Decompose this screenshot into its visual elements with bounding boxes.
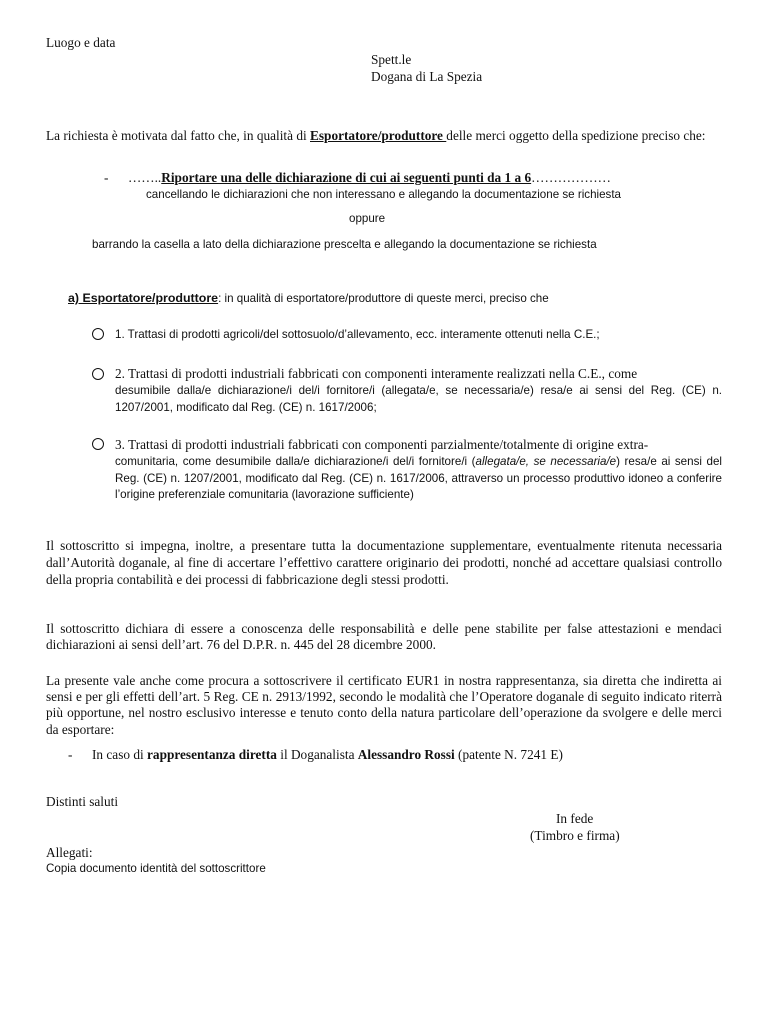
option-2-text: 2. Trattasi di prodotti industriali fabbricati con componenti interamente realizzati nella C.E., come desumibile dalla/e dichiarazione/i del/i fornitore/i (allegata/e, se necessaria/e) resa/e ai sensi del Reg. (CE) n. 1207/2001, modificato dal Reg. (CE) n. 1617/2006; [115, 366, 722, 414]
greetings: Distinti saluti [46, 794, 119, 809]
instruction-line-3: barrando la casella a lato della dichiarazione prescelta e allegando la documentazione se richiesta [92, 238, 597, 251]
place-date: Luogo e data [46, 35, 116, 50]
proxy-paragraph: La presente vale anche come procura a sottoscrivere il certificato EUR1 in nostra rappresentanza, sia diretta che indiretta ai sensi e per gli effetti dell’art. 5 Reg. CE n. 2913/1992, secondo le modalità che l’Operatore doganale di seguito indicato riterrà più opportune, nel nostro esclusivo interesse e tenuto conto della natura particolare dell’operazione da svolgere e delle merci da esportare: [46, 673, 722, 737]
section-a-heading: a) Esportatore/produttore: in qualità di esportatore/produttore di queste merci, preciso che [68, 291, 549, 305]
intro-paragraph: La richiesta è motivata dal fatto che, in qualità di Esportatore/produttore delle merci oggetto della spedizione preciso che: [46, 128, 706, 143]
instruction-line-2: cancellando le dichiarazioni che non interessano e allegando la documentazione se richiesta [146, 188, 622, 201]
recipient-line-1: Spett.le [371, 52, 412, 67]
representation-dash: - [68, 747, 73, 762]
stamp-signature-label: (Timbro e firma) [530, 828, 620, 843]
instruction-oppure: oppure [349, 212, 386, 225]
option-3-text: 3. Trattasi di prodotti industriali fabbricati con componenti parzialmente/totalmente di origine extra- comunitaria, come desumibile dalla/e dichiarazione/i del/i fornitore/i (allegata/e, se necessaria/e) resa/e ai sensi del Reg. (CE) n. 1207/2001, modificato dal Reg. (CE) n. 1617/2006, attraverso un processo produttivo idoneo a conferire l’origine preferenziale comunitaria (lavorazione sufficiente) [115, 437, 722, 502]
option-3-radio[interactable] [92, 438, 104, 450]
intro-role: Esportatore/produttore [310, 128, 447, 143]
option-1-radio[interactable] [92, 328, 104, 340]
option-1-text: 1. Trattasi di prodotti agricoli/del sottosuolo/d’allevamento, ecc. interamente ottenuti nella C.E.; [115, 328, 600, 341]
attachments-label: Allegati: [46, 845, 93, 860]
attachment-item: Copia documento identità del sottoscrittore [46, 862, 266, 875]
instruction-main: ……..Riportare una delle dichiarazione di cui ai seguenti punti da 1 a 6……………… [128, 170, 611, 185]
recipient-line-2: Dogana di La Spezia [371, 69, 483, 84]
representation-line: In caso di rappresentanza diretta il Doganalista Alessandro Rossi (patente N. 7241 E) [92, 747, 563, 762]
commitment-paragraph: Il sottoscritto si impegna, inoltre, a presentare tutta la documentazione supplementare, eventualmente ritenuta necessaria dall’Autorità doganale, al fine di accertare l’effettivo carattere originario dei prodotti, nonché ad accettare qualsiasi controllo della propria contabilità e dei processi di fabbricazione degli stessi prodotti. [46, 538, 722, 587]
declaration-paragraph: Il sottoscritto dichiara di essere a conoscenza delle responsabilità e delle pene stabilite per false attestazioni e mendaci dichiarazioni ai sensi dell’art. 76 del D.P.R. n. 445 del 28 dicembre 2000. [46, 621, 722, 653]
in-fede: In fede [556, 811, 594, 826]
instruction-dash: - [104, 170, 109, 185]
option-2-radio[interactable] [92, 368, 104, 380]
